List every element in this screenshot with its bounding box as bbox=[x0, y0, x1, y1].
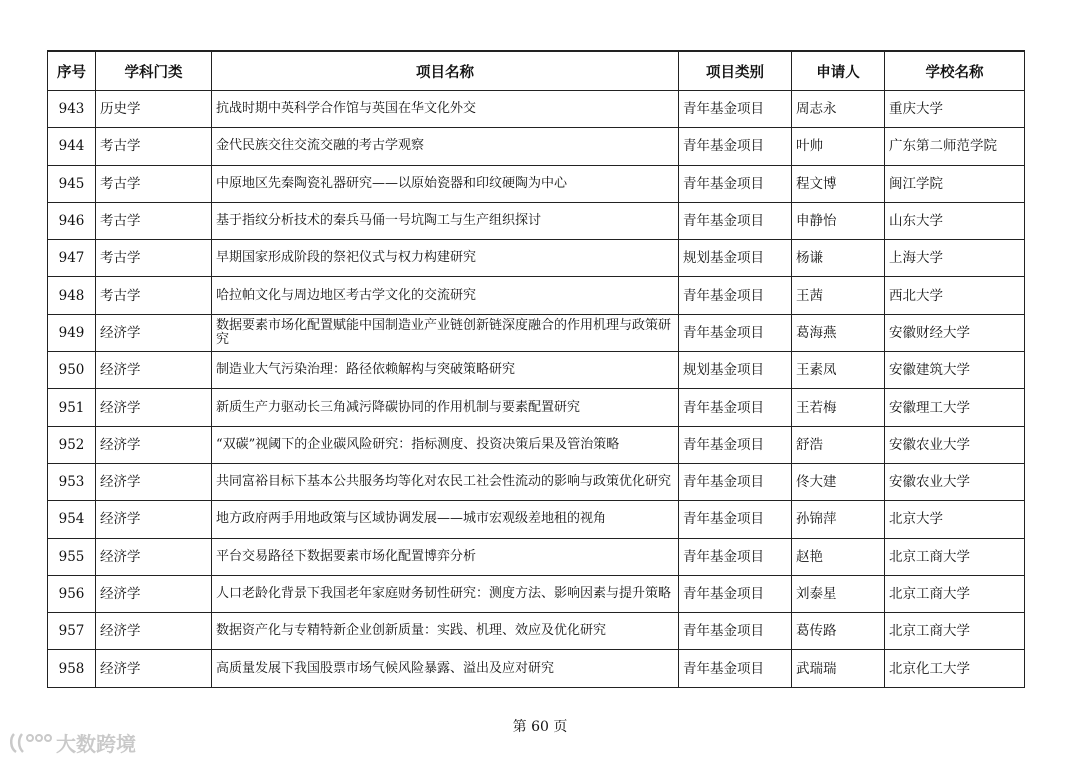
table-row bbox=[48, 501, 1025, 538]
cell-serial: 950 bbox=[48, 352, 96, 389]
cell-project-name: 基于指纹分析技术的秦兵马俑一号坑陶工与生产组织探讨 bbox=[212, 202, 679, 239]
cell-school: 重庆大学 bbox=[885, 91, 1025, 128]
cell-serial: 946 bbox=[48, 202, 96, 239]
cell-project-type: 规划基金项目 bbox=[679, 352, 792, 389]
table-row bbox=[48, 538, 1025, 575]
cell-project-type: 青年基金项目 bbox=[679, 501, 792, 538]
cell-discipline: 经济学 bbox=[96, 501, 212, 538]
cell-applicant: 王素凤 bbox=[792, 352, 885, 389]
cell-applicant: 舒浩 bbox=[792, 426, 885, 463]
header-project-name: 项目名称 bbox=[212, 51, 679, 91]
cell-serial: 957 bbox=[48, 613, 96, 650]
cell-project-type: 青年基金项目 bbox=[679, 165, 792, 202]
cell-project-name: 平台交易路径下数据要素市场化配置博弈分析 bbox=[212, 538, 679, 575]
table-header-row bbox=[48, 51, 1025, 91]
cell-project-type: 青年基金项目 bbox=[679, 277, 792, 314]
cell-discipline: 考古学 bbox=[96, 128, 212, 165]
cell-school: 北京工商大学 bbox=[885, 613, 1025, 650]
cell-discipline: 经济学 bbox=[96, 314, 212, 351]
cell-applicant: 武瑞瑞 bbox=[792, 650, 885, 687]
cell-school: 西北大学 bbox=[885, 277, 1025, 314]
cell-school: 北京工商大学 bbox=[885, 538, 1025, 575]
table-row bbox=[48, 91, 1025, 128]
table-row bbox=[48, 650, 1025, 687]
table-row bbox=[48, 426, 1025, 463]
cell-school: 山东大学 bbox=[885, 202, 1025, 239]
cell-discipline: 经济学 bbox=[96, 463, 212, 500]
cell-project-type: 青年基金项目 bbox=[679, 650, 792, 687]
cell-project-type: 青年基金项目 bbox=[679, 91, 792, 128]
cell-project-name: 金代民族交往交流交融的考古学观察 bbox=[212, 128, 679, 165]
page-number: 第 60 页 bbox=[512, 719, 568, 735]
cell-applicant: 申静怡 bbox=[792, 202, 885, 239]
cell-applicant: 程文博 bbox=[792, 165, 885, 202]
table-row bbox=[48, 128, 1025, 165]
table-row bbox=[48, 352, 1025, 389]
cell-serial: 952 bbox=[48, 426, 96, 463]
cell-project-name: “双碳”视阈下的企业碳风险研究：指标测度、投资决策后果及管治策略 bbox=[212, 426, 679, 463]
cell-serial: 951 bbox=[48, 389, 96, 426]
cell-serial: 945 bbox=[48, 165, 96, 202]
cell-applicant: 佟大建 bbox=[792, 463, 885, 500]
cell-school: 安徽财经大学 bbox=[885, 314, 1025, 351]
cell-applicant: 王若梅 bbox=[792, 389, 885, 426]
cell-project-name: 制造业大气污染治理：路径依赖解构与突破策略研究 bbox=[212, 352, 679, 389]
table-row bbox=[48, 613, 1025, 650]
cell-project-name: 哈拉帕文化与周边地区考古学文化的交流研究 bbox=[212, 277, 679, 314]
cell-applicant: 葛传路 bbox=[792, 613, 885, 650]
cell-applicant: 赵艳 bbox=[792, 538, 885, 575]
cell-school: 上海大学 bbox=[885, 240, 1025, 277]
cell-serial: 958 bbox=[48, 650, 96, 687]
watermark-text: 大数跨境 bbox=[56, 732, 136, 756]
cell-project-name: 共同富裕目标下基本公共服务均等化对农民工社会性流动的影响与政策优化研究 bbox=[212, 463, 679, 500]
cell-applicant: 杨谦 bbox=[792, 240, 885, 277]
table-row bbox=[48, 463, 1025, 500]
cell-project-name: 高质量发展下我国股票市场气候风险暴露、溢出及应对研究 bbox=[212, 650, 679, 687]
table-body bbox=[48, 91, 1025, 688]
cell-project-type: 青年基金项目 bbox=[679, 426, 792, 463]
table-row bbox=[48, 240, 1025, 277]
header-serial: 序号 bbox=[48, 51, 96, 91]
cell-school: 安徽理工大学 bbox=[885, 389, 1025, 426]
cell-serial: 948 bbox=[48, 277, 96, 314]
cell-discipline: 考古学 bbox=[96, 202, 212, 239]
cell-project-type: 青年基金项目 bbox=[679, 613, 792, 650]
cell-serial: 944 bbox=[48, 128, 96, 165]
cell-project-name: 地方政府两手用地政策与区域协调发展——城市宏观级差地租的视角 bbox=[212, 501, 679, 538]
header-school: 学校名称 bbox=[885, 51, 1025, 91]
cell-discipline: 经济学 bbox=[96, 613, 212, 650]
cell-serial: 956 bbox=[48, 575, 96, 612]
cell-project-type: 青年基金项目 bbox=[679, 575, 792, 612]
cell-school: 安徽建筑大学 bbox=[885, 352, 1025, 389]
cell-serial: 943 bbox=[48, 91, 96, 128]
cell-school: 闽江学院 bbox=[885, 165, 1025, 202]
cell-school: 广东第二师范学院 bbox=[885, 128, 1025, 165]
cell-project-type: 青年基金项目 bbox=[679, 128, 792, 165]
cell-project-type: 青年基金项目 bbox=[679, 314, 792, 351]
table-row bbox=[48, 314, 1025, 351]
header-project-type: 项目类别 bbox=[679, 51, 792, 91]
cell-applicant: 周志永 bbox=[792, 91, 885, 128]
cell-school: 北京化工大学 bbox=[885, 650, 1025, 687]
cell-discipline: 考古学 bbox=[96, 277, 212, 314]
cell-discipline: 历史学 bbox=[96, 91, 212, 128]
cell-project-type: 青年基金项目 bbox=[679, 389, 792, 426]
cell-applicant: 叶帅 bbox=[792, 128, 885, 165]
table-row bbox=[48, 202, 1025, 239]
cell-project-name: 中原地区先秦陶瓷礼器研究——以原始瓷器和印纹硬陶为中心 bbox=[212, 165, 679, 202]
cell-discipline: 经济学 bbox=[96, 575, 212, 612]
cell-project-type: 青年基金项目 bbox=[679, 463, 792, 500]
cell-discipline: 经济学 bbox=[96, 389, 212, 426]
cell-project-name: 新质生产力驱动长三角减污降碳协同的作用机制与要素配置研究 bbox=[212, 389, 679, 426]
cell-project-name: 数据要素市场化配置赋能中国制造业产业链创新链深度融合的作用机理与政策研究 bbox=[212, 314, 679, 351]
cell-applicant: 刘泰星 bbox=[792, 575, 885, 612]
table-row bbox=[48, 389, 1025, 426]
cell-project-type: 规划基金项目 bbox=[679, 240, 792, 277]
cell-discipline: 考古学 bbox=[96, 165, 212, 202]
cell-school: 北京工商大学 bbox=[885, 575, 1025, 612]
table-row bbox=[48, 575, 1025, 612]
cell-serial: 953 bbox=[48, 463, 96, 500]
cell-discipline: 经济学 bbox=[96, 426, 212, 463]
cell-applicant: 王茜 bbox=[792, 277, 885, 314]
cell-project-name: 数据资产化与专精特新企业创新质量：实践、机理、效应及优化研究 bbox=[212, 613, 679, 650]
cell-project-type: 青年基金项目 bbox=[679, 538, 792, 575]
table-row bbox=[48, 165, 1025, 202]
cell-project-name: 人口老龄化背景下我国老年家庭财务韧性研究：测度方法、影响因素与提升策略 bbox=[212, 575, 679, 612]
cell-serial: 949 bbox=[48, 314, 96, 351]
cell-project-type: 青年基金项目 bbox=[679, 202, 792, 239]
header-applicant: 申请人 bbox=[792, 51, 885, 91]
cell-school: 安徽农业大学 bbox=[885, 463, 1025, 500]
cell-serial: 955 bbox=[48, 538, 96, 575]
cell-discipline: 经济学 bbox=[96, 650, 212, 687]
cell-serial: 947 bbox=[48, 240, 96, 277]
cell-school: 北京大学 bbox=[885, 501, 1025, 538]
header-discipline: 学科门类 bbox=[96, 51, 212, 91]
table-row bbox=[48, 277, 1025, 314]
cell-discipline: 经济学 bbox=[96, 352, 212, 389]
cell-school: 安徽农业大学 bbox=[885, 426, 1025, 463]
cell-serial: 954 bbox=[48, 501, 96, 538]
cell-applicant: 孙锦萍 bbox=[792, 501, 885, 538]
cell-applicant: 葛海燕 bbox=[792, 314, 885, 351]
cell-discipline: 经济学 bbox=[96, 538, 212, 575]
cell-project-name: 抗战时期中英科学合作馆与英国在华文化外交 bbox=[212, 91, 679, 128]
watermark bbox=[8, 728, 136, 757]
cell-project-name: 早期国家形成阶段的祭祀仪式与权力构建研究 bbox=[212, 240, 679, 277]
watermark-logo-icon bbox=[8, 730, 52, 756]
cell-discipline: 考古学 bbox=[96, 240, 212, 277]
project-table bbox=[47, 50, 1025, 688]
